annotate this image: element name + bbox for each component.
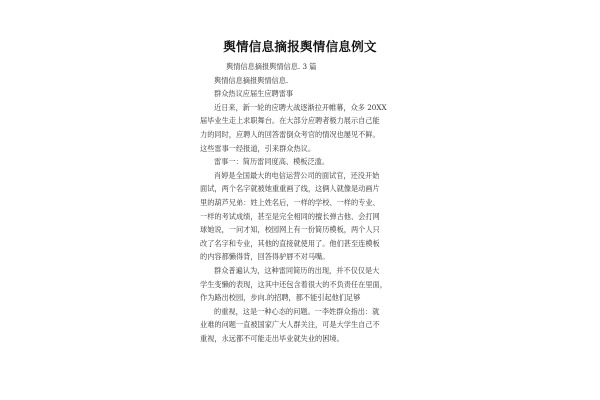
paragraph-line: 面试，两个名字就被她重重画了线，这俩人就像是动画片 <box>200 184 380 194</box>
paragraph-line: 近日来，新一轮的应聘大战逐渐拉开帷幕，众多 20XX <box>214 102 387 112</box>
paragraph-line: 业难的问题一直被国家广大人群关注，可是大学生自己不 <box>200 320 380 330</box>
paragraph-line: 群众热议应届生应聘雷事 <box>214 89 294 99</box>
document-body <box>200 60 410 345</box>
paragraph-line: 学生变懒的表现，这其中还包含着很大的不负责任在里面， <box>200 279 387 289</box>
paragraph-line: 这些雷事一经报道，引来群众热议。 <box>200 143 316 153</box>
document-title: 舆情信息摘报舆情信息例文 <box>223 39 377 54</box>
paragraph-line: 的内容都懒得背，回答得驴唇不对马嘴。 <box>200 252 330 262</box>
document-subtitle: 舆情信息摘报舆情信息. 3 篇 <box>226 62 317 71</box>
paragraph-line: 届毕业生走上求职舞台。在大部分应聘者极力展示自己能 <box>200 116 380 126</box>
paragraph-line: 力的同时，应聘人的回答雷倒众考官的情况也屡见不鲜。 <box>200 129 380 139</box>
section-heading: 雷事一：简历雷同度高、模板泛滥。 <box>214 157 330 167</box>
paragraph-line: 肖婷是全国最大的电信运营公司的面试官，还没开始 <box>214 170 380 180</box>
paragraph-line: 作为路出校园，步向.的招聘，都不能引起他们足够 <box>200 293 361 303</box>
paragraph-line: 重视，永远都不可能走出毕业就失业的困境。 <box>200 333 344 343</box>
paragraph-line: 群众普遍认为，这种雷同简历的出现，并不仅仅是大 <box>214 265 380 275</box>
paragraph-line: 舆情信息摘报舆情信息. <box>214 75 289 85</box>
paragraph-line: 球她说，一问才知，校园网上有一份简历模板，两个人只 <box>200 225 380 235</box>
paragraph-line: 改了名字和专业，其他的直接就使用了。他们甚至连模板 <box>200 238 380 248</box>
paragraph-line: 里的葫芦兄弟：姓上姓名后，一样的学校、一样的专业、 <box>200 197 380 207</box>
paragraph-line: 的重视，这是一种心态的问题。一李姓群众指出：就 <box>214 306 380 316</box>
paragraph-line: 一样的考试成绩，甚至是完全相同的擅长弹古他、会打网 <box>200 211 380 221</box>
